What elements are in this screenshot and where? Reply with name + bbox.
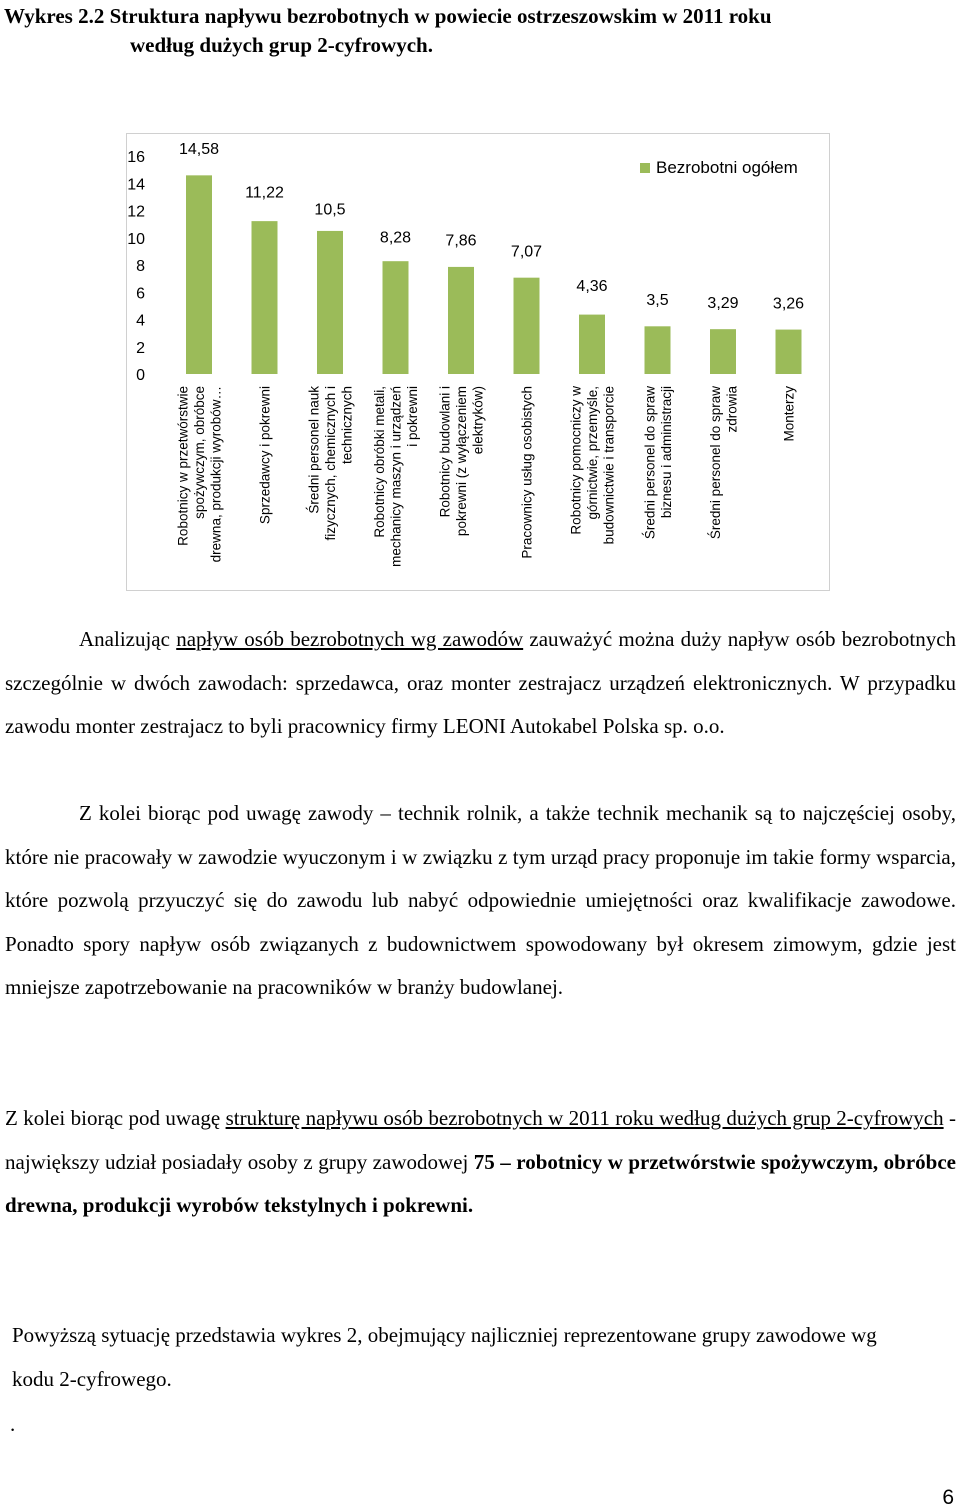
y-tick-label: 12 [127, 203, 145, 221]
stray-dot: . [10, 1412, 16, 1436]
p3-text-middle: - największy udział posiadały osoby z grupy zawodowej [5, 1106, 956, 1174]
chart-canvas [127, 134, 831, 592]
legend-label: Bezrobotni ogółem [656, 158, 798, 177]
x-tick-label: Pracownicy usług osobistych [519, 386, 535, 559]
x-tick-label: drewna, produkcji wyrobów… [208, 386, 224, 563]
data-label: 14,58 [178, 141, 220, 159]
x-tick-label: górnictwie, przemyśle, [585, 386, 600, 520]
data-label: 10,5 [314, 201, 346, 219]
bar-chart [126, 133, 830, 591]
legend-swatch [640, 163, 650, 173]
data-label: 3,29 [707, 294, 739, 312]
data-label: 11,22 [245, 184, 284, 202]
y-tick-label: 0 [136, 367, 145, 384]
x-tick-label: pokrewni (z wyłączeniem [454, 386, 469, 537]
p4-text: Powyższą sytuację przedstawia wykres 2, obejmujący najliczniej reprezentowane grupy zawodowe wg kodu 2-cyfrowego. [12, 1323, 877, 1391]
bar [317, 231, 343, 374]
bar [710, 329, 736, 374]
paragraph-2: Z kolei biorąc pod uwagę zawody – technik rolnik, a także technik mechanik są to najczęściej osoby, które nie pracowały w zawodzie wyuczonym i w związku z tym urząd pracy proponuje im takie formy wsparcia, które pozwolą przyuczyć się do zawodu lub nabyć odpowiednie umiejętności oraz kwalifikacje zawodowe. Ponadto spory napływ osób związanych z budownictwem spowodowany był okresem zimowym, gdzie jest mniejsze zapotrzebowanie na pracowników w branży budowlanej. [5, 801, 956, 999]
y-tick-label: 6 [136, 285, 145, 303]
figure-title-line2: według dużych grup 2-cyfrowych. [130, 33, 433, 57]
p1-text-before: Analizując [79, 627, 177, 651]
bar [448, 267, 474, 374]
p1-text-after: zauważyć można duży napływ osób bezrobotnych szczególnie w dwóch zawodach: sprzedawca, oraz monter zestrajacz urządzeń elektronicznych. W przypadku zawodu monter zestrajacz to byli pracownicy firmy LEONI Autokabel Polska sp. o.o. [5, 627, 957, 738]
paragraph-4 [12, 1314, 912, 1401]
p1-underlined: napływ osób bezrobotnych wg zawodów [176, 627, 524, 651]
p3-bold: 75 – robotnicy w przetwórstwie spożywczym, obróbce drewna, produkcji wyrobów tekstylnych i pokrewni. [5, 1149, 956, 1217]
y-tick-label: 14 [127, 176, 145, 194]
x-tick-label: Średni personel do spraw [707, 386, 723, 540]
data-label: 3,26 [772, 295, 805, 313]
x-tick-label: elektryków) [470, 386, 486, 455]
x-tick-label-group [176, 386, 224, 562]
bar [514, 278, 540, 374]
x-tick-label-group [258, 386, 273, 524]
x-tick-label: Robotnicy obróbki metali, [372, 386, 387, 538]
y-tick-label: 10 [127, 230, 145, 248]
y-tick-label: 4 [136, 312, 145, 330]
x-tick-label: Robotnicy pomocniczy w [568, 386, 584, 535]
figure-title-line1: Wykres 2.2 Struktura napływu bezrobotnych w powiecie ostrzeszowskim w 2011 roku [4, 4, 772, 28]
x-tick-label: spożywczym, obróbce [192, 386, 207, 519]
x-tick-label: Monterzy [781, 386, 797, 442]
x-tick-label: Średni personel do spraw [642, 386, 658, 540]
p3-underlined: strukturę napływu osób bezrobotnych w 2011 roku według dużych grup 2-cyfrowych [225, 1106, 944, 1130]
bar [579, 315, 605, 374]
bar [776, 330, 802, 374]
y-tick-label: 16 [127, 149, 145, 166]
data-label: 7,07 [510, 243, 543, 261]
x-tick-label: Sprzedawcy i pokrewni [257, 386, 273, 525]
x-tick-label: mechanicy maszyn i urządzeń [388, 386, 404, 567]
y-tick-label: 8 [136, 258, 145, 275]
x-tick-label: Robotnicy w przetwórstwie [175, 386, 191, 546]
x-tick-label: biznesu i administracji [658, 386, 674, 519]
x-tick-label-group [708, 386, 740, 540]
paragraph-1 [5, 618, 956, 749]
data-label: 3,5 [646, 292, 669, 310]
page-number: 6 [942, 1486, 954, 1509]
p3-text-before: Z kolei biorąc pod uwagę [5, 1106, 226, 1130]
bar [186, 175, 212, 374]
x-tick-label: technicznych [339, 386, 355, 465]
x-tick-label: Średni personel nauk [306, 386, 322, 514]
x-tick-label: fizycznych, chemicznych i [323, 386, 338, 541]
y-tick-label: 2 [136, 339, 145, 357]
data-label: 7,86 [445, 232, 477, 250]
x-tick-label-group [372, 386, 420, 567]
x-tick-label-group [438, 386, 486, 536]
x-tick-label-group [782, 386, 797, 442]
data-label: 8,28 [379, 229, 412, 247]
figure-title [4, 2, 956, 60]
x-tick-label: budownictwie i transporcie [601, 386, 617, 545]
bar [252, 221, 278, 374]
paragraph-3 [5, 1097, 956, 1228]
data-label: 4,36 [576, 277, 608, 295]
x-tick-label: zdrowia [724, 386, 740, 433]
x-tick-label-group [642, 386, 674, 539]
bar [645, 326, 671, 374]
bar [383, 261, 409, 374]
x-tick-label: i pokrewni [405, 386, 420, 447]
x-tick-label: Robotnicy budowlani i [437, 386, 453, 518]
x-tick-label-group [569, 386, 617, 545]
x-tick-label-group [520, 386, 535, 559]
x-tick-label-group [307, 386, 355, 541]
